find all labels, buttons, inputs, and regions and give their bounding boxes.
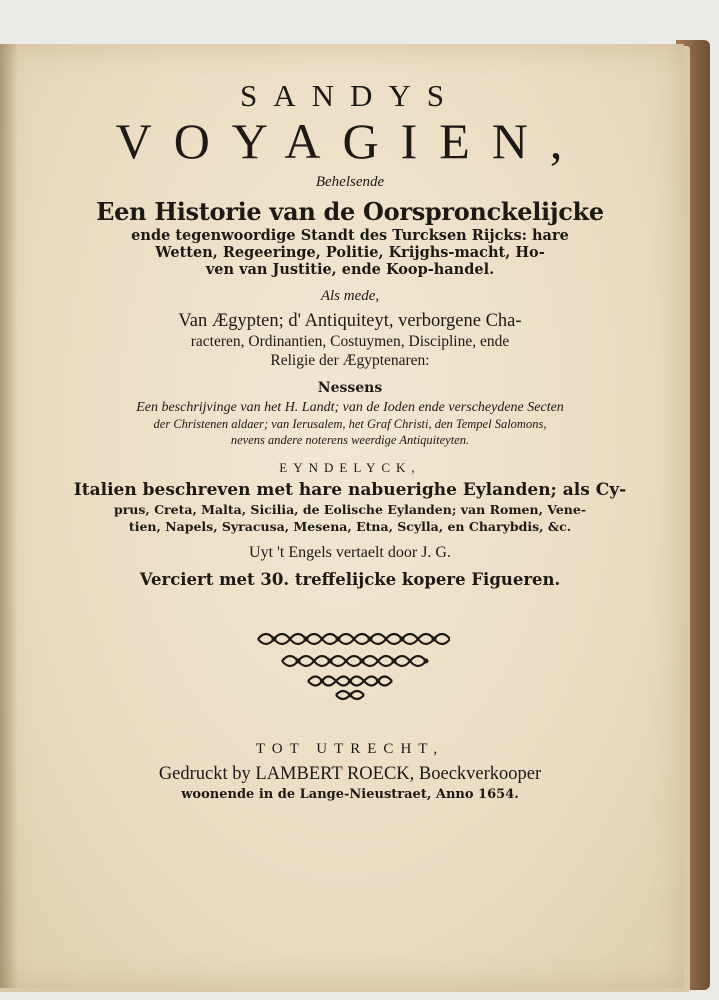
italic-line-2: der Christenen aldaer; van Ierusalem, het Graf Christi, den Tempel Salomons, — [153, 417, 547, 431]
printers-ornament — [250, 625, 450, 703]
author-line: SANDYS — [239, 78, 461, 113]
imprint-address: woonende in de Lange-Nieustraet, Anno 1654. — [181, 787, 519, 802]
page-gutter-shadow — [0, 44, 18, 988]
italic-line-3: nevens andere noterens weerdige Antiquiteyten. — [230, 433, 470, 447]
blackletter2-line-1: Italien beschreven met hare nabuerighe Eylanden; als Cy- — [73, 480, 627, 500]
roman-line-1: Van Ægypten; d' Antiquiteyt, verborgene Cha- — [178, 311, 522, 331]
nessens: Nessens — [317, 380, 383, 396]
subtitle-intro: Behelsende — [315, 174, 385, 190]
roman-line-3: Religie der Ægyptenaren: — [270, 352, 430, 369]
italic-line-1: Een beschrijvinge van het H. Landt; van de Ioden ende verscheydene Secten — [136, 400, 564, 415]
illustrations-line: Verciert met 30. treffelijcke kopere Figueren. — [139, 570, 561, 589]
als-mede: Als mede, — [320, 288, 380, 304]
blackletter-line-2: ende tegenwoordige Standt des Turcksen Rijcks: hare — [131, 227, 569, 244]
imprint-place: TOT UTRECHT, — [255, 741, 445, 757]
blackletter-line-4: ven van Justitie, ende Koop-handel. — [205, 261, 495, 278]
blackletter-line-3: Wetten, Regeeringe, Politie, Krijghs-macht, Ho- — [155, 244, 545, 261]
blackletter2-line-3: tien, Napels, Syracusa, Mesena, Etna, Scylla, en Charybdis, &c. — [128, 519, 572, 534]
translator-line: Uyt 't Engels vertaelt door J. G. — [249, 544, 451, 561]
blackletter-line-1: Een Historie van de Oorspronckelijcke — [96, 197, 604, 226]
blackletter2-line-2: prus, Creta, Malta, Sicilia, de Eolische Eylanden; van Romen, Vene- — [113, 502, 587, 517]
title-page-text — [30, 70, 670, 802]
imprint-printer: Gedruckt by LAMBERT ROECK, Boeckverkooper — [158, 764, 542, 784]
eyndelyck: EYNDELYCK, — [279, 460, 421, 475]
roman-line-2: racteren, Ordinantien, Costuymen, Discipline, ende — [190, 333, 510, 350]
main-title: VOYAGIEN, — [115, 113, 585, 169]
